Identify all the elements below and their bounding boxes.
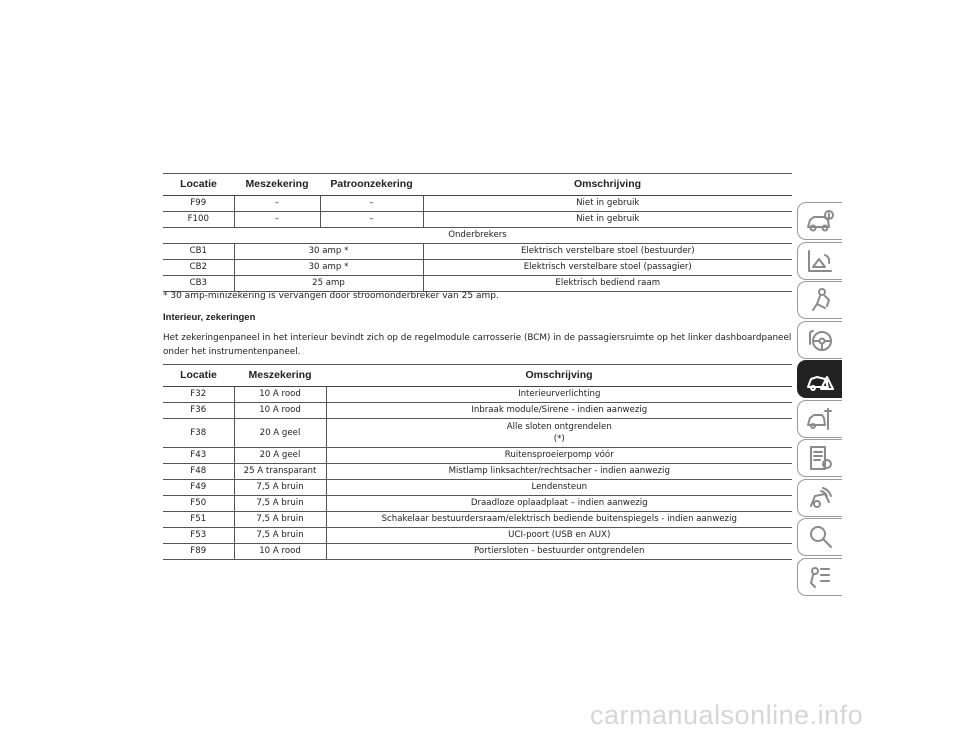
column-header: Meszekering bbox=[234, 174, 320, 196]
table-row bbox=[163, 403, 792, 419]
cell-blade-fuse: 20 A geel bbox=[234, 448, 326, 464]
fuse-table-interior bbox=[163, 364, 792, 560]
table-row bbox=[163, 528, 792, 544]
table-row bbox=[163, 448, 792, 464]
cell-cartridge-fuse: – bbox=[320, 212, 423, 228]
tab-safety[interactable] bbox=[797, 281, 842, 319]
tab-index[interactable] bbox=[797, 518, 842, 556]
cell-location: F48 bbox=[163, 464, 234, 480]
body-paragraph: Het zekeringenpaneel in het interieur bevindt zich op de regelmodule carrosserie (BCM) in de passagiersruimte op het linker dashboardpaneel onder het instrumentenpaneel. bbox=[163, 333, 792, 357]
column-header: Meszekering bbox=[234, 365, 326, 387]
tab-multimedia[interactable] bbox=[797, 479, 842, 517]
cell-rating: 30 amp * bbox=[234, 260, 423, 276]
car-info-icon bbox=[805, 207, 835, 235]
cell-description: Elektrisch verstelbare stoel (passagier) bbox=[423, 260, 792, 276]
cell-description: Ruitensproeierpomp vóór bbox=[326, 448, 792, 464]
cell-location: F32 bbox=[163, 387, 234, 403]
table-row bbox=[163, 212, 792, 228]
tab-vehicle-info[interactable] bbox=[797, 202, 842, 240]
specifications-icon bbox=[805, 444, 835, 472]
table-row bbox=[163, 496, 792, 512]
cell-location: F38 bbox=[163, 419, 234, 448]
cell-location: F89 bbox=[163, 544, 234, 560]
table-row bbox=[163, 419, 792, 448]
cell-location: F43 bbox=[163, 448, 234, 464]
cell-blade-fuse: 10 A rood bbox=[234, 544, 326, 560]
cell-blade-fuse: 7,5 A bruin bbox=[234, 528, 326, 544]
footnote: * 30 amp-minizekering is vervangen door stroomonderbreker van 25 amp. bbox=[163, 291, 499, 301]
cell-location: F53 bbox=[163, 528, 234, 544]
cell-description: Niet in gebruik bbox=[423, 212, 792, 228]
section-label-breakers: Onderbrekers bbox=[163, 228, 792, 244]
cell-location: F51 bbox=[163, 512, 234, 528]
cell-blade-fuse: 25 A transparant bbox=[234, 464, 326, 480]
tab-servicing[interactable] bbox=[797, 400, 842, 438]
cell-description bbox=[326, 419, 792, 448]
table-row bbox=[163, 512, 792, 528]
table-row bbox=[163, 480, 792, 496]
watermark: carmanualsonline.info bbox=[590, 700, 864, 730]
cell-description: Schakelaar bestuurdersraam/elektrisch bediende buitenspiegels - indien aanwezig bbox=[326, 512, 792, 528]
cell-blade-fuse: 7,5 A bruin bbox=[234, 512, 326, 528]
column-header: Omschrijving bbox=[326, 365, 792, 387]
fuse-table-cargo bbox=[163, 173, 792, 292]
cell-description: UCI-poort (USB en AUX) bbox=[326, 528, 792, 544]
section-heading: Interieur, zekeringen bbox=[163, 312, 256, 323]
chapter-tabs bbox=[797, 202, 842, 597]
cell-location: F49 bbox=[163, 480, 234, 496]
column-header: Locatie bbox=[163, 174, 234, 196]
cell-blade-fuse: 20 A geel bbox=[234, 419, 326, 448]
section-row bbox=[163, 228, 792, 244]
cell-description: Mistlamp linksachter/rechtsacher - indien aanwezig bbox=[326, 464, 792, 480]
safety-icon bbox=[805, 286, 835, 314]
cell-blade-fuse: 7,5 A bruin bbox=[234, 480, 326, 496]
cell-cartridge-fuse: – bbox=[320, 196, 423, 212]
table-row bbox=[163, 260, 792, 276]
tab-starting-driving[interactable] bbox=[797, 321, 842, 359]
cell-location: F36 bbox=[163, 403, 234, 419]
table-row bbox=[163, 387, 792, 403]
cell-blade-fuse: – bbox=[234, 196, 320, 212]
cell-location: F99 bbox=[163, 196, 234, 212]
cell-location: CB3 bbox=[163, 276, 234, 292]
cell-location: F100 bbox=[163, 212, 234, 228]
column-header: Patroonzekering bbox=[320, 174, 423, 196]
tab-dashboard[interactable] bbox=[797, 242, 842, 280]
search-icon bbox=[805, 523, 835, 551]
steering-wheel-icon bbox=[805, 326, 835, 354]
cell-description: Interieurverlichting bbox=[326, 387, 792, 403]
cell-description: Portiersloten - bestuurder ontgrendelen bbox=[326, 544, 792, 560]
table-row bbox=[163, 276, 792, 292]
cell-location: F50 bbox=[163, 496, 234, 512]
cell-rating: 25 amp bbox=[234, 276, 423, 292]
cell-description: Niet in gebruik bbox=[423, 196, 792, 212]
cell-location: CB2 bbox=[163, 260, 234, 276]
cell-blade-fuse: 10 A rood bbox=[234, 403, 326, 419]
description-note: (*) bbox=[553, 434, 565, 444]
cell-description: Inbraak module/Sirene - indien aanwezig bbox=[326, 403, 792, 419]
dashboard-warning-icon bbox=[805, 247, 835, 275]
tab-other[interactable] bbox=[797, 558, 842, 596]
cell-description: Elektrisch verstelbare stoel (bestuurder) bbox=[423, 244, 792, 260]
emergency-icon bbox=[805, 365, 835, 393]
tab-emergency[interactable] bbox=[797, 360, 842, 398]
cell-blade-fuse: 10 A rood bbox=[234, 387, 326, 403]
cell-blade-fuse: – bbox=[234, 212, 320, 228]
cell-description: Draadloze oplaadplaat – indien aanwezig bbox=[326, 496, 792, 512]
cell-description: Lendensteun bbox=[326, 480, 792, 496]
description-line: Alle sloten ontgrendelen bbox=[506, 422, 612, 432]
table-header-row bbox=[163, 365, 792, 387]
tab-specifications[interactable] bbox=[797, 439, 842, 477]
service-tools-icon bbox=[805, 405, 835, 433]
table-row bbox=[163, 196, 792, 212]
cell-blade-fuse: 7,5 A bruin bbox=[234, 496, 326, 512]
cell-description: Elektrisch bediend raam bbox=[423, 276, 792, 292]
cell-location: CB1 bbox=[163, 244, 234, 260]
index-icon bbox=[805, 563, 835, 591]
column-header: Locatie bbox=[163, 365, 234, 387]
table-header-row bbox=[163, 174, 792, 196]
table-row bbox=[163, 544, 792, 560]
table-row bbox=[163, 464, 792, 480]
table-row bbox=[163, 244, 792, 260]
column-header: Omschrijving bbox=[423, 174, 792, 196]
multimedia-icon bbox=[805, 484, 835, 512]
cell-rating: 30 amp * bbox=[234, 244, 423, 260]
